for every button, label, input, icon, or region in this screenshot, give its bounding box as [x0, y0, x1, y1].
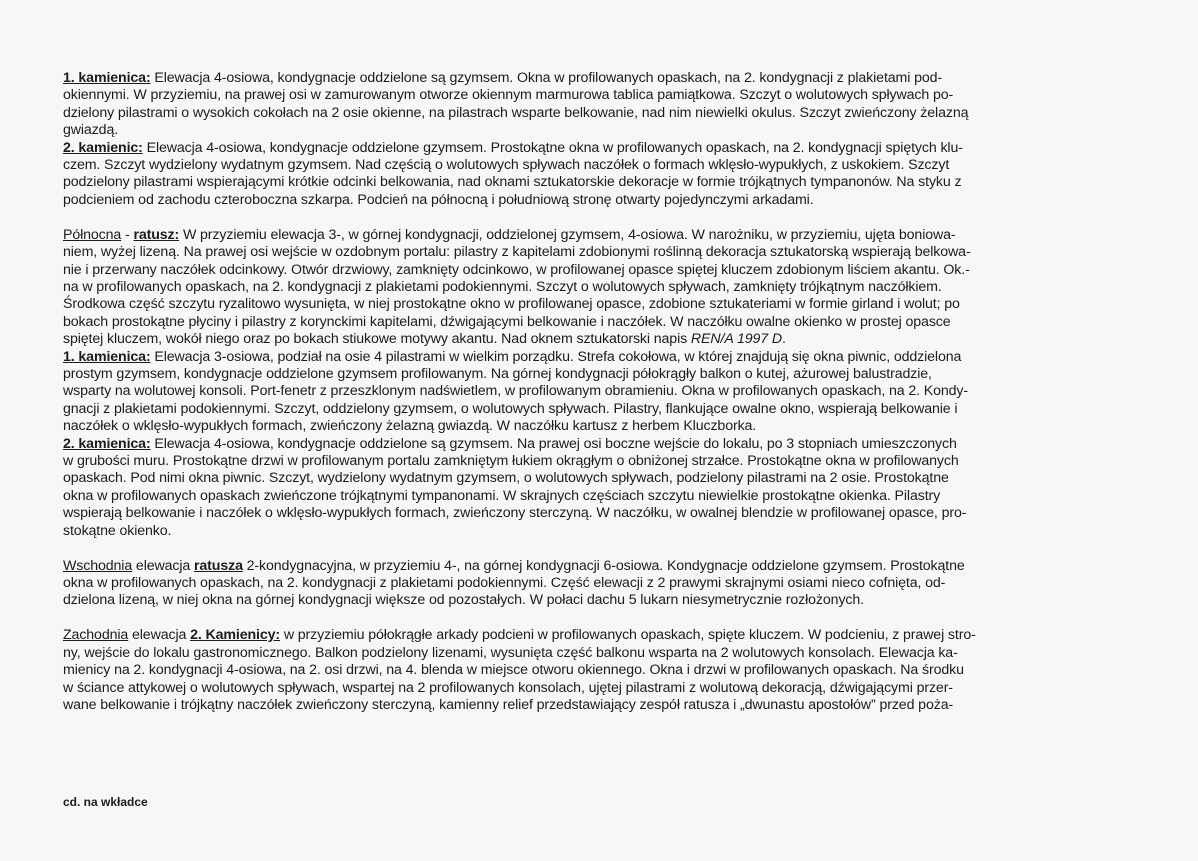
text-line: gwiazdą.: [63, 122, 119, 139]
text-line: prostym gzymsem, kondygnacje oddzielone gzymsem profilowanym. Na górnej kondygnacji półokrągły balkon o kutej, ażurowej balustradzie,: [63, 366, 932, 382]
heading-kamienica-2: 2. kamienica:: [63, 435, 151, 452]
text-fragment: Elewacja 4-osiowa, kondygnacje oddzielone są gzymsem. Okna w profilowanych opaskach, na 2. kondygnacji z plakietami pod-: [150, 70, 943, 86]
text-line: okiennymi. W przyziemiu, na prawej osi w zamurowanym otworze okiennym marmurowa tablica pamiątkowa. Szczyt o wolutowych spływach po-: [63, 87, 954, 104]
text-fragment: Elewacja 4-osiowa, kondygnacje oddzielone gzymsem. Prostokątne okna w profilowanych opaskach, na 2. kondygnacji spiętych klu-: [142, 139, 963, 156]
heading-kamienica-1: 1. kamienica:: [63, 70, 151, 86]
heading-2-kamienicy: 2. Kamienicy:: [190, 627, 280, 644]
text-line: mienicy na 2. kondygnacji 4-osiowa, na 2. osi drzwi, na 4. blenda w miejsce otworu okiennego. Okna i drzwi w profilowanych opaskach. Na środku: [63, 662, 964, 679]
text-fragment: elewacja: [132, 557, 194, 574]
text-line: [63, 436, 1153, 453]
text-line: nie i przerwany naczółek odcinkowy. Otwór drzwiowy, zamknięty odcinkowo, w profilowanej opasce spiętej kluczem zdobionym liściem akantu. Ok.-: [63, 261, 970, 278]
continuation-note: cd. na wkładce: [63, 795, 148, 809]
text-line: [63, 558, 1153, 575]
text-fragment: Elewacja 3-osiowa, podział na osie 4 pilastrami w wielkim porządku. Strefa cokołowa, w której znajdują się okna piwnic, oddzielona: [150, 348, 962, 365]
text-fragment: elewacja: [128, 627, 191, 644]
section-lead-wschodnia: Wschodnia: [63, 557, 133, 574]
heading-kamienica-1: 1. kamienica:: [63, 348, 151, 365]
section-lead-polnocna: Północna: [63, 226, 122, 243]
heading-ratusz: ratusz:: [133, 226, 180, 243]
paragraph-polnocna-ratusz: [63, 227, 1153, 349]
text-line: w ściance attykowej o wolutowych spływach, wspartej na 2 profilowanych konsolach, ujętej pilastrami z wolutową dekoracją, dźwigającymi przer-: [63, 679, 953, 696]
text-line: wspierają belkowanie i naczółek o wklęsło-wypukłych formach, zwieńczony sterczyną. W naczółku, w owalnej blendzie w profilowanej opasce, pro-: [63, 505, 967, 522]
text-fragment: spiętej kluczem, wokół niego oraz po bokach stiukowe motywy akantu. Nad oknem sztukatorski napis: [63, 331, 688, 348]
text-line: ny, wejście do lokalu gastronomicznego. Balkon podzielony lizenami, wysunięta część balkonu wsparta na 2 wolutowych konsolach. Elewacja ka-: [63, 644, 958, 661]
text-line: bokach prostokątne płyciny i pilastry z korynckimi kapitelami, dźwigającymi belkowanie i naczółek. W naczółku owalne okienko w prostej opasce: [63, 313, 951, 330]
paragraph-polnocna-kamienica-1: [63, 349, 1153, 436]
text-fragment: W przyziemiu elewacja 3-, w górnej kondygnacji, oddzielonej gzymsem, 4-osiowa. W narożniku, w przyziemiu, ujęta boniowa-: [179, 226, 956, 243]
text-fragment: Elewacja 4-osiowa, kondygnacje oddzielone są gzymsem. Na prawej osi boczne wejście do lokalu, po 3 stopniach umieszczonych: [150, 435, 957, 452]
text-fragment: 2-kondygnacyjna, w przyziemiu 4-, na górnej kondygnacji 6-osiowa. Kondygnacje oddzielone gzymsem. Prostokątne: [242, 557, 965, 574]
text-fragment: .: [782, 331, 786, 348]
text-line: [63, 227, 1153, 244]
paragraph-wschodnia: [63, 558, 1153, 610]
text-line: okna w profilowanych opaskach zwieńczone trójkątnymi tympanonami. W skrajnych częściach szczytu niewielkie prostokątne okienka. Pilastry: [63, 487, 941, 504]
heading-ratusza: ratusza: [194, 557, 243, 574]
paragraph-spacer: [63, 209, 1153, 227]
document-body: [63, 70, 1153, 714]
text-line: gnacji z plakietami podokiennymi. Szczyt, oddzielony gzymsem, o wolutowych spływach. Pilastry, flankujące owalne okno, wspierają belkowanie i: [63, 400, 958, 417]
section-lead-zachodnia: Zachodnia: [63, 627, 129, 644]
text-line: [63, 331, 1153, 348]
paragraph-spacer: [63, 610, 1153, 628]
text-line: dzielony pilastrami o wysokich cokołach na 2 osie okienne, na pilastrach wsparte belkowanie, nad nim niewielki okulus. Szczyt zwieńczony żelazną: [63, 104, 969, 121]
text-fragment: -: [121, 226, 134, 243]
text-line: [63, 70, 1153, 87]
text-line: okna w profilowanych opaskach, na 2. kondygnacji z plakietami podokiennymi. Część elewacji z 2 prawymi skrajnymi osiami nieco cofnięta, od-: [63, 574, 946, 591]
text-fragment: w przyziemiu półokrągłe arkady podcieni w profilowanych opaskach, spięte kluczem. W podcieniu, z prawej stro-: [280, 627, 976, 644]
text-line: dzielona lizeną, w niej okna na górnej kondygnacji większe od pozostałych. W połaci dachu 5 lukarn niesymetrycznie rozłożonych.: [63, 592, 864, 609]
text-line: niem, wyżej lizeną. Na prawej osi wejście w ozdobnym portalu: pilastry z kapitelami zdobionymi roślinną dekoracja sztukatorską wspierają belkowa-: [63, 244, 971, 261]
text-line: Środkowa część szczytu ryzalitowo wysunięta, w niej prostokątne okno w profilowanej opasce, zdobione sztukateriami w formie girland i wolut; po: [63, 296, 960, 313]
paragraph-polnocna-kamienica-2: [63, 436, 1153, 540]
paragraph-kamienica-2: [63, 140, 1153, 210]
text-line: [63, 349, 1153, 366]
text-line: w grubości muru. Prostokątne drzwi w profilowanym portalu zamkniętym łukiem okrągłym o obniżonej strzałce. Prostokątne okna w profilowanych: [63, 453, 959, 470]
text-line: stokątne okienko.: [63, 522, 172, 539]
paragraph-zachodnia: [63, 627, 1153, 714]
text-line: opaskach. Pod nimi okna piwnic. Szczyt, wydzielony wydatnym gzymsem, o wolutowych spływach, podzielony pilastrami na 2 osie. Prostokątne: [63, 470, 949, 487]
inscription-text: REN/A 1997 D: [690, 331, 782, 348]
text-line: na w profilowanych opaskach, na 2. kondygnacji z plakietami podokiennymi. Szczyt o wolutowych spływach, zamknięty trójkątnym naczółkiem.: [63, 278, 942, 295]
heading-kamienica-2: 2. kamienic:: [63, 139, 143, 156]
text-line: wsparty na wolutowej konsoli. Port-fenetr z przeszklonym nadświetlem, w profilowanym obramieniu. Okna w profilowanych opaskach, na 2. Kondy-: [63, 383, 969, 400]
text-line: czem. Szczyt wydzielony wydatnym gzymsem. Nad częścią o wolutowych spływach naczółek o formach wklęsło-wypukłych, z uskokiem. Szczyt: [63, 157, 950, 174]
text-line: [63, 140, 1153, 157]
paragraph-spacer: [63, 540, 1153, 558]
text-line: podzielony pilastrami wspierającymi krótkie odcinki belkowania, nad oknami sztukatorskie dekoracje w formie trójkątnych tympanonów. Na styku z: [63, 174, 962, 191]
text-line: naczółek o wklęsło-wypukłych formach, zwieńczony żelazną gwiazdą. W naczółku kartusz z herbem Kluczborka.: [63, 418, 757, 435]
paragraph-kamienica-1: [63, 70, 1153, 140]
text-line: [63, 627, 1153, 644]
text-line: podcieniem od zachodu czteroboczna szkarpa. Podcień na północną i południową stronę otwarty pojedynczymi arkadami.: [63, 191, 814, 208]
text-line: wane belkowanie i trójkątny naczółek zwieńczony sterczyną, kamienny relief przedstawiający zespół ratusza i „dwunastu apostołów” przed poża-: [63, 696, 954, 713]
